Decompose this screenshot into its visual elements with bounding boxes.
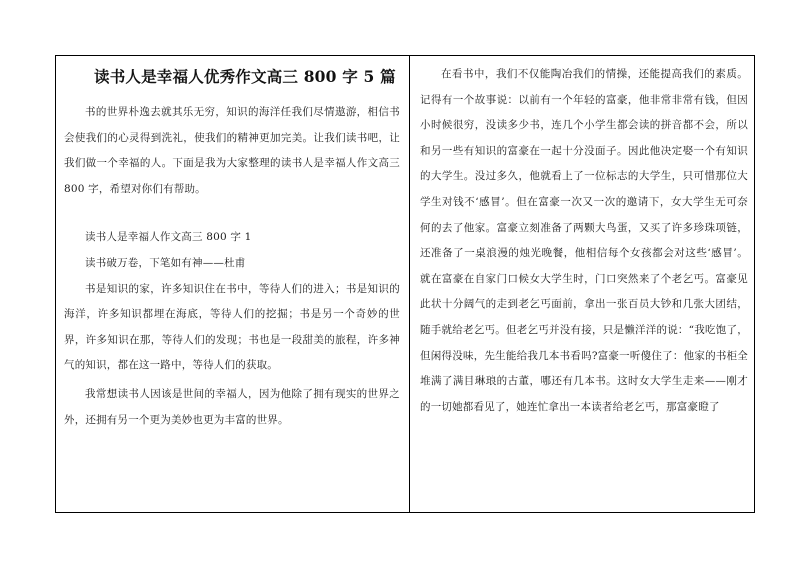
- essay-quote: 读书破万卷，下笔如有神——杜甫: [85, 256, 246, 269]
- page-title: 读书人是幸福人优秀作文高三 800 字 5 篇: [94, 67, 396, 86]
- spacer: [64, 202, 400, 225]
- body-paragraph-2: 我常想读书人因该是世间的幸福人，因为他除了拥有现实的世界之外，还拥有另一个更为美妙也更为丰富的世界。: [64, 387, 400, 426]
- body-paragraph-3: 在看书中，我们不仅能陶冶我们的情操，还能提高我们的素质。记得有一个故事说：以前有一个年轻的富豪，他非常非常有钱，但因小时候很穷，没读多少书，连几个小学生都会读的拼音都不会，所以和另一些有知识的富豪在一起十分没面子。因此他决定娶一个有知识的大学生。没过多久，他就看上了一位标志的大学生，只可惜那位大学生对钱不‘感冒’。但在富豪一次又一次的邀请下，女大学生无可奈何的去了他家。富豪立刻准备了两颗大鸟蛋，又买了许多珍珠项链，还准备了一桌浪漫的烛光晚餐，他相信每个女孩都会对这些‘感冒’。就在富豪在自家门口候女大学生时，门口突然来了个老乞丐。富豪见此状十分阔气的走到老乞丐面前，拿出一张百员大钞和几张大团结，随手就给老乞丐。但老乞丐并没有接，只是懒洋洋的说：“我吃饱了，但闲得没味，先生能给我几本书看吗?富豪一听傻住了：他家的书柜全堆满了满目琳琅的古董，哪还有几本书。这时女大学生走来——刚才的一切她都看见了，她连忙拿出一本读者给老乞丐，那富豪瞪了: [420, 68, 748, 413]
- left-column: [64, 62, 400, 433]
- body-paragraph-1: 书是知识的家，许多知识住在书中，等待人们的进入；书是知识的海洋，许多知识都埋在海底，等待人们的挖掘；书是另一个奇妙的世界，许多知识在那，等待人们的发现；书也是一段甜美的旅程，许多神气的知识，都在这一路中，等待人们的获取。: [64, 282, 400, 372]
- right-column: [420, 62, 748, 420]
- column-divider: [409, 55, 410, 513]
- essay-subtitle: 读书人是幸福人作文高三 800 字 1: [85, 231, 252, 244]
- intro-paragraph: 书的世界朴逸去就其乐无穷，知识的海洋任我们尽情遨游，相信书会使我们的心灵得到洗礼，使我们的精神更加完美。让我们读书吧，让我们做一个幸福的人。下面是我为大家整理的读书人是幸福人作文高三 800 字，希望对你们有帮助。: [64, 106, 400, 195]
